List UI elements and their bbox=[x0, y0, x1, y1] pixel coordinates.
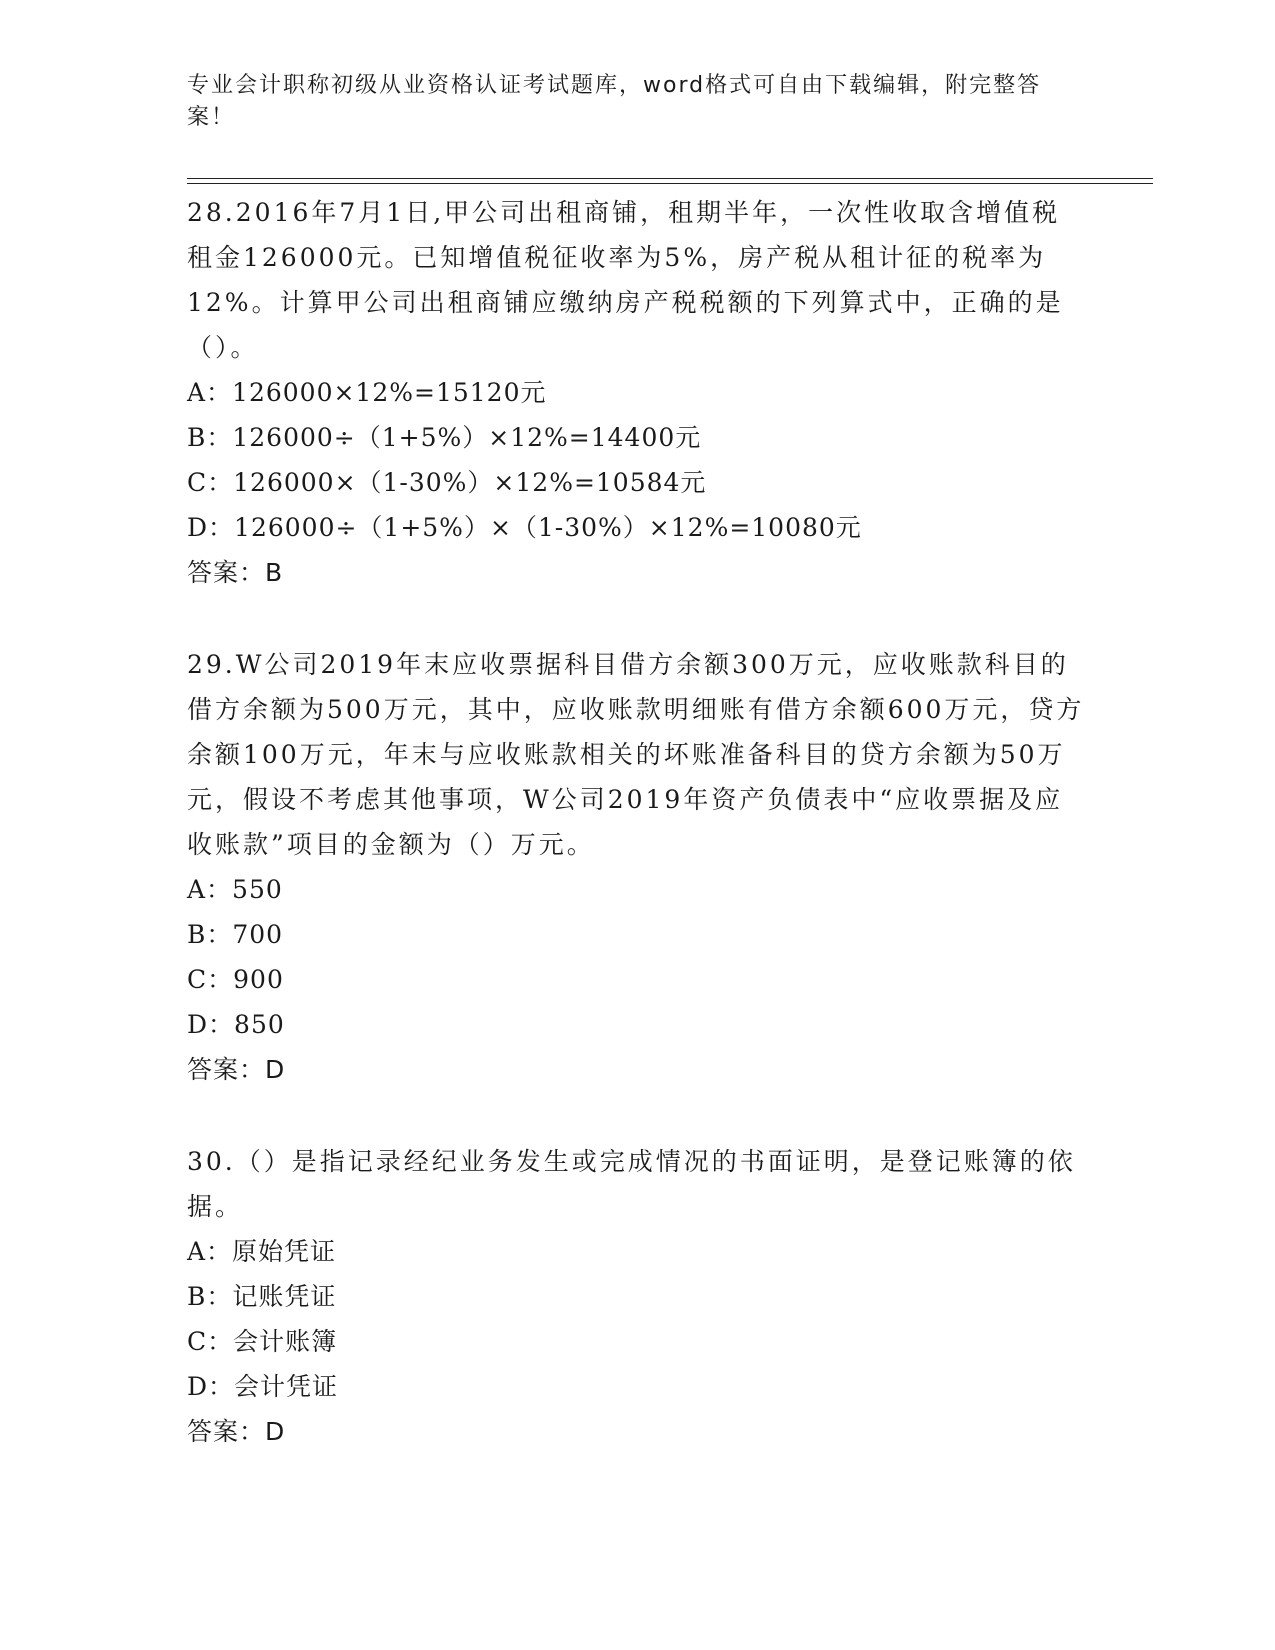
header-rule-bottom bbox=[187, 183, 1153, 184]
answer: 答案：D bbox=[187, 1417, 286, 1446]
question-stem: 30.（）是指记录经纪业务发生或完成情况的书面证明，是登记账簿的依据。 bbox=[187, 1147, 1076, 1221]
option-c: C：126000×（1-30%）×12%=10584元 bbox=[187, 468, 707, 497]
answer: 答案：D bbox=[187, 1055, 286, 1084]
option-c: C：会计账簿 bbox=[187, 1327, 338, 1356]
question-stem: 28.2016年7月1日,甲公司出租商铺，租期半年，一次性收取含增值税租金126000元。已知增值税征收率为5%，房产税从租计征的税率为12%。计算甲公司出租商铺应缴纳房产税税额的下列算式中，正确的是（）。 bbox=[187, 198, 1064, 362]
option-d: D：850 bbox=[187, 1010, 285, 1039]
question-stem: 29.W公司2019年末应收票据科目借方余额300万元，应收账款科目的借方余额为500万元，其中，应收账款明细账有借方余额600万元，贷方余额100万元，年末与应收账款相关的坏账准备科目的贷方余额为50万元，假设不考虑其他事项，W公司2019年资产负债表中“应收票据及应收账款”项目的金额为（）万元。 bbox=[187, 650, 1085, 859]
question-29 bbox=[187, 642, 1087, 1092]
option-c: C：900 bbox=[187, 965, 284, 994]
option-b: B：700 bbox=[187, 920, 284, 949]
question-28 bbox=[187, 190, 1087, 595]
option-b: B：记账凭证 bbox=[187, 1282, 337, 1311]
option-a: A：126000×12%=15120元 bbox=[187, 378, 547, 407]
option-b: B：126000÷（1+5%）×12%=14400元 bbox=[187, 423, 702, 452]
option-d: D：会计凭证 bbox=[187, 1372, 339, 1401]
option-a: A：原始凭证 bbox=[187, 1237, 337, 1266]
answer: 答案：B bbox=[187, 558, 284, 587]
page-header: 专业会计职称初级从业资格认证考试题库，word格式可自由下载编辑，附完整答案！ bbox=[187, 73, 1042, 130]
question-spacer bbox=[187, 1092, 1087, 1139]
header-rule-top bbox=[187, 178, 1153, 179]
question-list bbox=[187, 190, 1087, 1454]
question-30 bbox=[187, 1139, 1087, 1454]
option-a: A：550 bbox=[187, 875, 283, 904]
option-d: D：126000÷（1+5%）×（1-30%）×12%=10080元 bbox=[187, 513, 862, 542]
question-spacer bbox=[187, 595, 1087, 642]
